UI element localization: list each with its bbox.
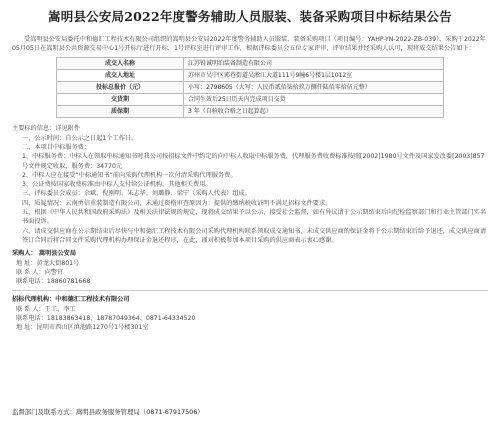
row-label: 成交人地址 bbox=[57, 70, 184, 82]
note-line: 一、公示时间：自公示之日起1个工作日。 bbox=[22, 134, 138, 142]
row-label: 成交人名称 bbox=[57, 58, 184, 70]
purchaser-contact: 联 系 人：向警官 bbox=[16, 268, 64, 276]
table-row bbox=[57, 82, 444, 94]
row-value: 江苏锐诚明泊装备制造有限公司 bbox=[184, 58, 444, 70]
row-value: 3 年（自验收合格之日起算起） bbox=[184, 106, 444, 118]
row-value: 苏州市吴中区郭巷街道吴淞江大道111号9幢6号楼1层1012室 bbox=[184, 70, 444, 82]
note-line: 2、中标人应在接受“中标通知书”前向采购代理机构一次付清采购代理服务费。 bbox=[22, 171, 237, 179]
row-value: 合同生效后25日历天内完成项目交货 bbox=[184, 94, 444, 106]
note-line: 六、请成交供应商在公示期结束后尽快与中和德汇工程技术有限公司采购代理机构联系领取成交通知书，未成交供应商的保证金将于公示期结束后给予退还，成交供应商请签订合同后将合同文件采购代理机构办理保证金退还程序，在此，谨对积极参加本项目采购的供应商表示衷心感谢。 bbox=[22, 227, 487, 244]
intro-paragraph: 受嵩明县公安局委托中和德汇工程技术有限公司组织的嵩明县公安局2022年度警务辅助人员服装、装备采购项目（项目编号：YAHP-YN-2022-ZB-039），采购于2022年05月05日在嵩明县公共资源交易中心1号开标厅进行开标，1号评标室进行评审工作，根据评标委员会五位专家评审，评审结果并经采购人认可，现将成交结果公告如下： bbox=[12, 35, 486, 53]
note-line: 1、中标服务费：中标人在领取中标通知书时我公司按招标文件中约定的向中标人收取中标服务费，代理服务费收费标准按照[2002]1980号文件及国家发改委[2003]857号文件规定收取，服务费：34770元 bbox=[22, 153, 485, 170]
table-row bbox=[57, 70, 444, 82]
table-row bbox=[57, 106, 444, 118]
note-line: 三、评标委员会成员：余斌、倪刚明、朱志华、刘璐静、梁宁（采购人代表）组成。 bbox=[22, 190, 251, 198]
supervision-footer: 监督部门及联系方式：嵩明县政务服务管理局（0871-67917506） bbox=[12, 408, 204, 417]
purchaser-heading: 采购人： 嵩明县公安局 bbox=[12, 250, 77, 258]
agency-address: 地 址：昆明市西山区滇池路1270号1号楼301室 bbox=[16, 324, 149, 332]
agency-contact: 联 系 人：王工、李工 bbox=[16, 305, 76, 313]
agency-phone: 联系电话：18183863418、18787049364、0871-64334520 bbox=[16, 314, 196, 322]
table-row bbox=[57, 58, 444, 70]
row-value: 小写：2798605（大写：人民币贰佰柒拾玖万捌仟陆佰零拾伍元整） bbox=[184, 82, 444, 94]
note-line: 五、根据《中华人民共和国政府采购法》及相关法律法规的规定，现将成交结果予以公示，接受社会监督，如有异议请于公示期结束后向纪检监察部门和行业主管部门实名书面投诉。 bbox=[22, 209, 487, 226]
page-title: 嵩明县公安局2022年度警务辅助人员服装、装备采购项目中标结果公告 bbox=[48, 9, 452, 24]
table-row bbox=[57, 94, 444, 106]
result-table bbox=[56, 57, 444, 118]
row-label: 交货期 bbox=[57, 94, 184, 106]
note-line: 四、质疑情况：云南勇信重装制造有限公司，未通过资格审查原因为：提供的缴纳税收证明不满足招标文件要求。 bbox=[22, 199, 332, 207]
row-label: 投标总报价（元） bbox=[57, 82, 184, 94]
row-label: 质保期 bbox=[57, 106, 184, 118]
divider bbox=[12, 290, 488, 291]
purchaser-address: 地 址：黄龙大街801号 bbox=[16, 259, 80, 267]
purchaser-phone: 联系电话：18860781668 bbox=[16, 278, 91, 286]
note-line: 主要标的信息：详见附件 bbox=[12, 125, 81, 133]
agency-heading: 招标代理机构：中和德汇工程技术有限公司 bbox=[12, 296, 130, 304]
note-line: 二、本项目中标服务费： bbox=[22, 143, 91, 151]
note-line: 3、公证费按国家收费标准由中标人支付给公证机构，其他相关费用。 bbox=[22, 181, 212, 189]
